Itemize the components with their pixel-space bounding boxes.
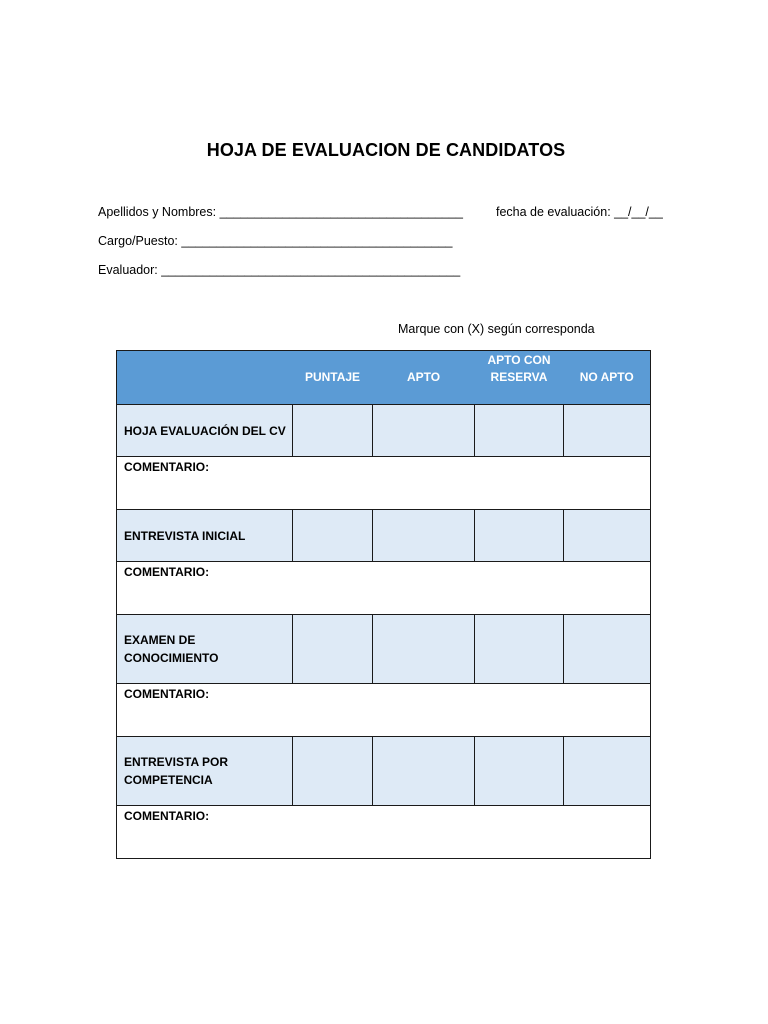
apto-cell[interactable] bbox=[373, 405, 475, 457]
header-apto-reserva-line2: RESERVA bbox=[490, 370, 548, 384]
apto-cell[interactable] bbox=[373, 615, 475, 684]
apto-cell[interactable] bbox=[373, 510, 475, 562]
table-header-row bbox=[117, 351, 651, 405]
criterion-cell bbox=[117, 405, 293, 457]
criterion-label: HOJA EVALUACIÓN DEL CV bbox=[124, 423, 286, 438]
comment-row bbox=[117, 806, 651, 859]
table-row bbox=[117, 615, 651, 684]
puntaje-cell[interactable] bbox=[293, 615, 373, 684]
no-apto-cell[interactable] bbox=[564, 405, 651, 457]
criterion-label-line2: COMPETENCIA bbox=[124, 773, 213, 787]
apto-con-reserva-cell[interactable] bbox=[475, 405, 564, 457]
instruction-text: Marque con (X) según corresponda bbox=[398, 322, 595, 336]
criterion-label-line2: CONOCIMIENTO bbox=[124, 651, 219, 665]
criterion-cell bbox=[117, 615, 293, 684]
criterion-cell bbox=[117, 737, 293, 806]
comment-cell[interactable] bbox=[117, 457, 651, 510]
comment-label: COMENTARIO: bbox=[124, 565, 210, 579]
header-puntaje bbox=[293, 351, 373, 405]
criterion-label: ENTREVISTA INICIAL bbox=[124, 528, 246, 543]
apto-cell[interactable] bbox=[373, 737, 475, 806]
no-apto-cell[interactable] bbox=[564, 737, 651, 806]
table-row bbox=[117, 510, 651, 562]
evaluator-field[interactable]: Evaluador: ___________________________________________ bbox=[98, 263, 461, 277]
comment-row bbox=[117, 684, 651, 737]
comment-cell[interactable] bbox=[117, 684, 651, 737]
no-apto-cell[interactable] bbox=[564, 615, 651, 684]
header-no-apto bbox=[564, 351, 651, 405]
table-row bbox=[117, 737, 651, 806]
header-apto-label: APTO bbox=[406, 370, 441, 384]
header-apto-con-reserva bbox=[475, 351, 564, 405]
comment-cell[interactable] bbox=[117, 562, 651, 615]
no-apto-cell[interactable] bbox=[564, 510, 651, 562]
comment-label: COMENTARIO: bbox=[124, 460, 210, 474]
header-no-apto-label: NO APTO bbox=[579, 370, 634, 384]
evaluation-date-field[interactable]: fecha de evaluación: __/__/__ bbox=[496, 205, 663, 219]
header-corner-cell bbox=[117, 351, 293, 405]
header-puntaje-label: PUNTAJE bbox=[304, 370, 361, 384]
criterion-cell bbox=[117, 510, 293, 562]
name-field[interactable]: Apellidos y Nombres: ___________________________________ bbox=[98, 205, 463, 219]
position-field[interactable]: Cargo/Puesto: _______________________________________ bbox=[98, 234, 453, 248]
apto-con-reserva-cell[interactable] bbox=[475, 510, 564, 562]
criterion-label-line1: ENTREVISTA POR bbox=[124, 755, 229, 769]
comment-label: COMENTARIO: bbox=[124, 809, 210, 823]
header-apto-reserva-line1: APTO CON bbox=[487, 353, 551, 367]
header-apto bbox=[373, 351, 475, 405]
comment-label: COMENTARIO: bbox=[124, 687, 210, 701]
evaluation-table bbox=[116, 350, 651, 859]
apto-con-reserva-cell[interactable] bbox=[475, 737, 564, 806]
apto-con-reserva-cell[interactable] bbox=[475, 615, 564, 684]
comment-cell[interactable] bbox=[117, 806, 651, 859]
document-title: HOJA DE EVALUACION DE CANDIDATOS bbox=[206, 140, 566, 160]
criterion-label-line1: EXAMEN DE bbox=[124, 633, 196, 647]
table-row bbox=[117, 405, 651, 457]
puntaje-cell[interactable] bbox=[293, 405, 373, 457]
puntaje-cell[interactable] bbox=[293, 510, 373, 562]
comment-row bbox=[117, 457, 651, 510]
comment-row bbox=[117, 562, 651, 615]
puntaje-cell[interactable] bbox=[293, 737, 373, 806]
